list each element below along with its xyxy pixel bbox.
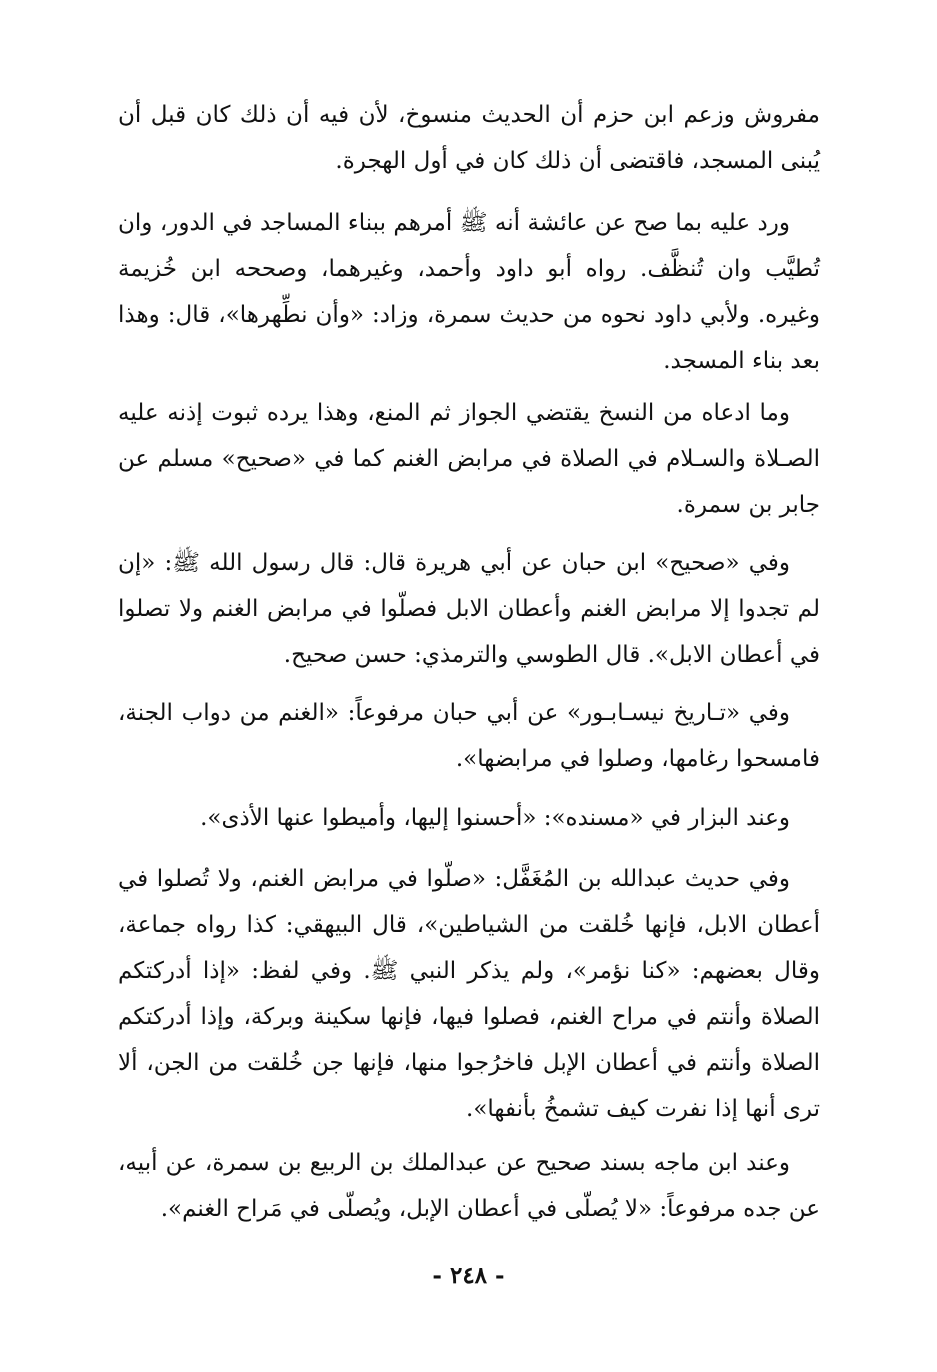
paragraph-2: ورد عليه بما صح عن عائشة أنه ﷺ أمرهم ببناء المساجد في الدور، وان تُطيَّب وان تُنظَّف. رواه أبو داود وأحمد، وغيرهما، وصححه ابن خُزيمة وغيره. ولأبي داود نحوه من حديث سمرة، وزاد: «وأن نطِّهرها»، قال: وهذا بعد بناء المسجد.: [118, 210, 820, 374]
paragraph-4: وفي «صحيح» ابن حبان عن أبي هريرة قال: قال رسول الله ﷺ: «إن لم تجدوا إلا مرابض الغنم وأعطان الابل فصلّوا في مرابض الغنم ولا تصلوا في أعطان الابل». قال الطوسي والترمذي: حسن صحيح.: [118, 550, 820, 668]
paragraph-4-block: [118, 540, 820, 678]
page-number: - ٢٤٨ -: [432, 1262, 505, 1289]
paragraph-1: مفروش وزعم ابن حزم أن الحديث منسوخ، لأن فيه أن ذلك كان قبل أن يُبنى المسجد، فاقتضى أن ذلك كان في أول الهجرة.: [118, 102, 820, 174]
paragraph-8-block: [118, 1140, 820, 1232]
paragraph-2-block: [118, 200, 820, 384]
paragraph-7-block: [118, 856, 820, 1132]
paragraph-5: وفي «تـاريخ نيسـابـور» عن أبي حبان مرفوعاً: «الغنم من دواب الجنة، فامسحوا رغامها، وصلوا في مرابضها».: [118, 700, 820, 772]
paragraph-6: وعند البزار في «مسنده»: «أحسنوا إليها، وأميطوا عنها الأذى».: [200, 805, 790, 831]
paragraph-3-block: [118, 390, 820, 528]
paragraph-6-block: [118, 795, 820, 841]
paragraph-7: وفي حديث عبدالله بن المُغَفَّل: «صلّوا في مرابض الغنم، ولا تُصلوا في أعطان الابل، فإنها خُلقت من الشياطين»، قال البيهقي: كذا رواه جماعة، وقال بعضهم: «كنا نؤمر»، ولم يذكر النبي ﷺ. وفي لفظ: «إذا أدركتكم الصلاة وأنتم في مراح الغنم، فصلوا فيها، فإنها سكينة وبركة، وإذا أدركتكم الصلاة وأنتم في أعطان الإبل فاخرُجوا منها، فإنها جن خُلقت من الجن، ألا ترى أنها إذا نفرت كيف تشمخُ بأنفها».: [118, 866, 820, 1122]
paragraph-5-block: [118, 690, 820, 782]
paragraph-8: وعند ابن ماجه بسند صحيح عن عبدالملك بن الربيع بن سمرة، عن أبيه، عن جده مرفوعاً: «لا يُصلّى في أعطان الإبل، ويُصلّى في مَراح الغنم».: [118, 1150, 820, 1222]
paragraph-3: وما ادعاه من النسخ يقتضي الجواز ثم المنع، وهذا يرده ثبوت إذنه عليه الصـلاة والسـلام في الصلاة في مرابض الغنم كما في «صحيح» مسلم عن جابر بن سمرة.: [118, 400, 820, 518]
paragraph-1-block: [118, 92, 820, 184]
